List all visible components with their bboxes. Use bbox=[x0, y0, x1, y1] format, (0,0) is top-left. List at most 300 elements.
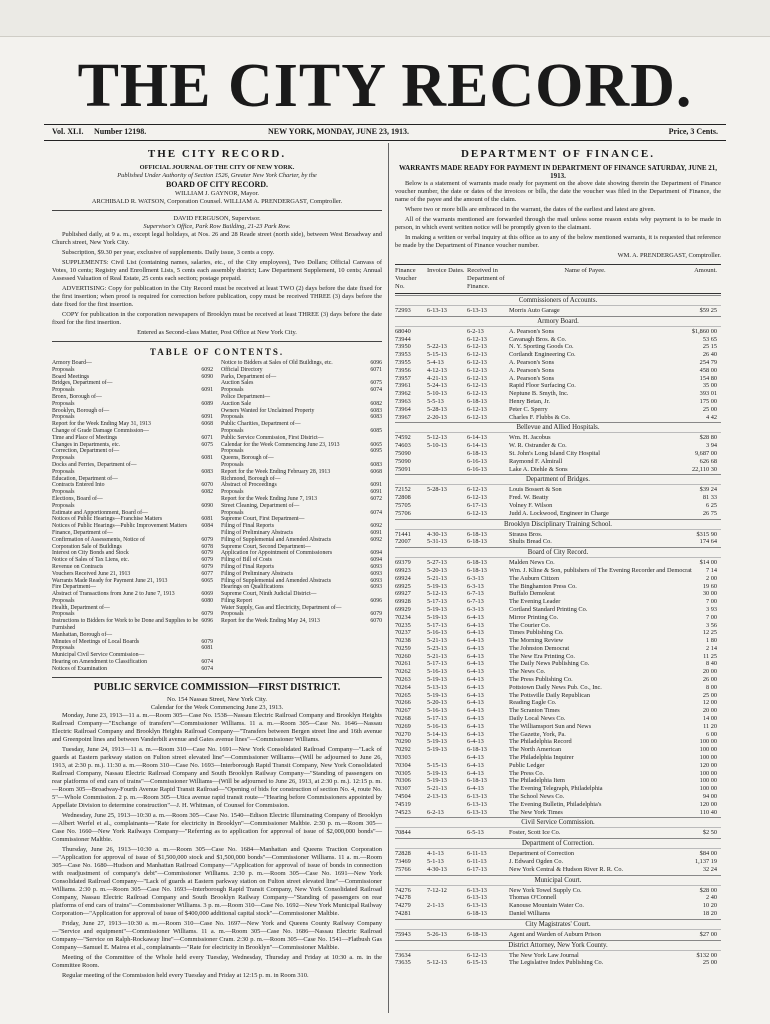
toc-entry-page: 6078 bbox=[201, 543, 213, 550]
toc-entry bbox=[52, 537, 213, 544]
table-cell: 6-4-13 bbox=[467, 621, 484, 629]
toc-entry-label: Proposals bbox=[52, 366, 75, 373]
table-cell: 6-13-13 bbox=[467, 307, 487, 314]
table-cell: 75706 bbox=[395, 509, 411, 517]
finance-paragraph: In making a written or verbal inquiry at this office as to any of the below mentioned warrants, it is requested that reference be made by the Department of Finance voucher number. bbox=[395, 234, 721, 249]
table-row bbox=[395, 866, 721, 874]
table-cell: 5-31-13 bbox=[427, 538, 447, 546]
table-cell: 73956 bbox=[395, 366, 411, 374]
toc-entry-label: Supreme Court, First Department— bbox=[221, 516, 305, 523]
table-cell: The Johnston Democrat bbox=[509, 644, 570, 652]
table-cell: 73962 bbox=[395, 390, 411, 398]
table-cell: 70292 bbox=[395, 746, 411, 754]
toc-entry bbox=[221, 421, 382, 428]
table-cell: 70234 bbox=[395, 613, 411, 621]
psc-calendar-body bbox=[52, 712, 382, 980]
toc-entry-label: Filing of Supplemental and Amended Abstracts bbox=[221, 536, 331, 543]
table-cell: 74278 bbox=[395, 894, 411, 902]
table-of-contents bbox=[52, 360, 382, 673]
table-cell: 5-17-13 bbox=[427, 621, 447, 629]
column-header: Finance Voucher No. bbox=[395, 267, 417, 290]
toc-entry bbox=[221, 401, 382, 408]
table-cell: 73957 bbox=[395, 374, 411, 382]
finance-paragraph: Below is a statement of warrants made ready for payment on the above date showing therein the Department of Finance voucher number, the date or dates of the invoices or bills, the date the voucher was filed in the Department of Finance, the name of the payee and the amount of the claim. bbox=[395, 180, 721, 203]
finance-heading: DEPARTMENT OF FINANCE. bbox=[460, 148, 656, 160]
table-cell: 5-20-13 bbox=[427, 699, 447, 707]
table-cell: 4-12-13 bbox=[427, 366, 447, 374]
table-cell: 2 40 bbox=[705, 894, 717, 902]
toc-entry-label: Proposals bbox=[52, 645, 75, 652]
toc-entry-label: Notice of Sales of Tax Liens, etc. bbox=[52, 557, 130, 564]
table-cell: 22,110 30 bbox=[692, 465, 717, 473]
table-cell: 5-10-13 bbox=[427, 390, 447, 398]
psc-paragraph: Monday, June 23, 1913—11 a. m.—Room 305—Case No. 1538—Nassau Electric Railroad Company and Brooklyn Heights Railroad Company—"Exchange of transfers"—Commissioner Williams. 11 a. m.—Room 305—Case No. 1646—Nassau Electric Railroad Company and Brooklyn Heights Railroad Company—"Transfers between Bergen street line and 16th avenue and Greenpoint lines and between Vanderbilt avenue and Gates avenue lines"—Commissioner Williams. bbox=[52, 711, 382, 743]
table-cell: 6-4-13 bbox=[467, 730, 484, 738]
toc-entry-page: 6081 bbox=[201, 645, 213, 652]
table-cell: 393 01 bbox=[699, 390, 717, 398]
toc-entry-label: Filing of Final Reports bbox=[221, 563, 274, 570]
table-cell: 5-10-13 bbox=[427, 442, 447, 450]
toc-entry-label: Vouchers Received June 21, 1913 bbox=[52, 570, 131, 577]
toc-entry-label: Bridges, Department of— bbox=[52, 380, 113, 387]
table-cell: Judd A. Lockwood, Engineer in Charge bbox=[509, 509, 609, 517]
table-cell: 70269 bbox=[395, 722, 411, 730]
table-row bbox=[395, 583, 721, 591]
table-row bbox=[395, 723, 721, 731]
table-cell: 73967 bbox=[395, 413, 411, 421]
table-cell: 74519 bbox=[395, 800, 411, 808]
table-cell: Rapid Floor Surfacing Co. bbox=[509, 382, 576, 390]
table-cell: 7 14 bbox=[705, 566, 717, 574]
table-row bbox=[395, 343, 721, 351]
finance-paragraph: All of the warrants mentioned are forwarded through the mail unless some reason exists why payment is to be made in person, in which event written notice will be promptly given to the claimant. bbox=[395, 216, 721, 231]
table-cell: $14 00 bbox=[699, 559, 717, 567]
toc-entry-label: Auction Sales bbox=[221, 380, 254, 387]
table-cell bbox=[427, 458, 467, 466]
table-cell: 73963 bbox=[395, 397, 411, 405]
table-cell: 72152 bbox=[395, 486, 411, 494]
table-cell: Cavanagh Bros. & Co. bbox=[509, 335, 567, 343]
toc-entry-page: 6079 bbox=[201, 536, 213, 543]
column-header: Invoice Dates. bbox=[427, 267, 465, 274]
table-cell: 6 00 bbox=[705, 730, 717, 738]
toc-entry-label: Proposals bbox=[52, 597, 75, 604]
column-header: Amount. bbox=[694, 267, 717, 274]
table-cell: Cortlandt Engineering Co. bbox=[509, 351, 576, 359]
city-record-heading: THE CITY RECORD. bbox=[147, 148, 287, 160]
table-cell: 5-12-13 bbox=[427, 590, 447, 598]
table-cell: The New Era Printing Co. bbox=[509, 652, 575, 660]
table-cell: 25 00 bbox=[702, 959, 717, 967]
psc-paragraph: Friday, June 27, 1913—10:30 a. m.—Room 310—Case No. 1697—New York and Queens County Railway Company—"Service and equipment"—Commissioner Williams. 11 a. m.—Room 305—Case No. 1686—Nassau Electric Railroad Company—"Service on Ralph-Rockaway line"—Commissioner Cram. 2:30 p. m.—Room 305—Case No. 1541—Flatbush Gas Company—Samuel E. Mairea et al., complainants—"Rate for electricity in Brooklyn"—Commissioner Maltbie. bbox=[52, 919, 382, 951]
toc-entry-page: 6082 bbox=[370, 400, 382, 407]
table-cell bbox=[427, 894, 467, 902]
table-cell: Wm. H. Jacobus bbox=[509, 434, 551, 442]
table-cell: 2-20-13 bbox=[427, 413, 447, 421]
table-cell: 7 00 bbox=[705, 598, 717, 606]
toc-entry-label: Filing Report bbox=[221, 597, 253, 604]
table-cell: Agent and Warden of Auburn Prison bbox=[509, 930, 601, 938]
toc-entry bbox=[221, 482, 382, 489]
toc-entry-label: Finance, Department of— bbox=[52, 529, 113, 536]
table-cell: 71441 bbox=[395, 530, 411, 538]
table-cell: Charles F. Flubbs & Co. bbox=[509, 413, 571, 421]
table-cell: 5-19-13 bbox=[427, 691, 447, 699]
table-row bbox=[395, 692, 721, 700]
section-heading: Civil Service Commission. bbox=[395, 817, 721, 828]
table-cell: 6-4-13 bbox=[467, 754, 484, 762]
table-row bbox=[395, 902, 721, 910]
table-cell: 70290 bbox=[395, 738, 411, 746]
toc-entry-label: Report for the Week Ending May 24, 1913 bbox=[221, 618, 320, 625]
warrants-subheading: WARRANTS MADE READY FOR PAYMENT IN DEPARTMENT OF FINANCE SATURDAY, JUNE 21, 1913. bbox=[398, 164, 718, 180]
toc-entry bbox=[52, 591, 213, 598]
table-cell: Wm. J. Kline & Son, publishers of The Evening Recorder and Democrat bbox=[509, 566, 692, 574]
toc-entry-label: Report for the Week Ending May 31, 1913 bbox=[52, 421, 151, 428]
table-row bbox=[395, 307, 721, 315]
table-cell: 6-14-13 bbox=[467, 434, 487, 442]
toc-entry-label: Supreme Court, Ninth Judicial District— bbox=[221, 591, 317, 598]
table-cell: 18 20 bbox=[702, 910, 717, 917]
table-row bbox=[395, 684, 721, 692]
table-cell: 110 40 bbox=[699, 808, 717, 816]
table-cell: 6-4-13 bbox=[467, 629, 484, 637]
section-heading: Bellevue and Allied Hospitals. bbox=[395, 422, 721, 433]
table-cell: 5-23-13 bbox=[427, 644, 447, 652]
table-cell: 25 00 bbox=[702, 405, 717, 413]
table-row bbox=[395, 406, 721, 414]
table-cell: Daniel Williams bbox=[509, 910, 551, 917]
table-cell: 75090 bbox=[395, 457, 411, 465]
table-cell: 6-5-13 bbox=[467, 829, 484, 837]
toc-entry bbox=[221, 510, 382, 517]
divider bbox=[52, 677, 382, 678]
table-row bbox=[395, 770, 721, 778]
table-cell: 6-4-13 bbox=[467, 785, 484, 793]
table-cell: 81 33 bbox=[702, 494, 717, 502]
table-cell: 154 80 bbox=[699, 374, 717, 382]
table-row bbox=[395, 606, 721, 614]
table-cell: 5-19-13 bbox=[427, 746, 447, 754]
table-cell: 74603 bbox=[395, 442, 411, 450]
table-cell: Cortland Standard Printing Co. bbox=[509, 605, 588, 613]
table-cell: The New York Times bbox=[509, 808, 563, 816]
table-cell: A. Pearson's Sons bbox=[509, 366, 555, 374]
table-cell: 6-13-13 bbox=[467, 800, 487, 808]
table-cell: 100 00 bbox=[699, 769, 717, 777]
toc-entry-page: 6068 bbox=[370, 468, 382, 475]
table-cell: Public Ledger bbox=[509, 761, 545, 769]
table-cell bbox=[427, 502, 467, 510]
table-cell bbox=[427, 754, 467, 762]
toc-entry-label: Notices of Public Hearings—Public Improvement Matters bbox=[52, 523, 188, 530]
table-row bbox=[395, 931, 721, 939]
table-cell: 1 80 bbox=[705, 637, 717, 645]
toc-entry bbox=[52, 408, 213, 415]
table-cell: 5-17-13 bbox=[427, 598, 447, 606]
table-cell: 6-4-13 bbox=[467, 637, 484, 645]
table-cell: The School News Co. bbox=[509, 793, 565, 801]
table-cell bbox=[427, 336, 467, 344]
toc-entry-page: 6093 bbox=[370, 577, 382, 584]
toc-entry-label: Filing of Preliminary Abstracts bbox=[221, 570, 293, 577]
psc-calendar-title: Calendar for the Week Commencing June 23, 1913. bbox=[150, 703, 284, 711]
table-row bbox=[395, 754, 721, 762]
table-cell: 5-16-13 bbox=[427, 707, 447, 715]
table-row bbox=[395, 559, 721, 567]
toc-entry-label: Supreme Court, Second Department— bbox=[221, 543, 311, 550]
table-cell: 25 15 bbox=[702, 343, 717, 351]
table-row bbox=[395, 668, 721, 676]
divider bbox=[52, 341, 382, 342]
toc-entry bbox=[221, 618, 382, 625]
table-cell: The Courier Co. bbox=[509, 621, 551, 629]
table-cell: 6-7-13 bbox=[467, 598, 484, 606]
toc-entry-page: 6091 bbox=[201, 387, 213, 394]
table-cell: 70238 bbox=[395, 637, 411, 645]
table-cell: 100 00 bbox=[699, 777, 717, 785]
psc-paragraph: Meeting of the Committee of the Whole held every Tuesday, Wednesday, Thursday and Friday at 10:30 a. m. in the Committee Room. bbox=[52, 953, 382, 969]
table-cell: 5-16-13 bbox=[427, 722, 447, 730]
table-row bbox=[395, 850, 721, 858]
table-cell: 20 00 bbox=[702, 707, 717, 715]
table-cell: 5-28-13 bbox=[427, 486, 447, 494]
toc-left-column bbox=[52, 360, 213, 673]
table-cell: 69925 bbox=[395, 582, 411, 590]
table-cell: Neptune B. Smyth, Inc. bbox=[509, 390, 569, 398]
toc-entry-label: Calendar for the Week Commencing June 23, 1913 bbox=[221, 441, 340, 448]
table-cell: 11 25 bbox=[703, 652, 717, 660]
table-cell: 69923 bbox=[395, 566, 411, 574]
table-cell: Reading Eagle Co. bbox=[509, 699, 557, 707]
date-label: NEW YORK, MONDAY, JUNE 23, 1913. bbox=[268, 127, 409, 136]
table-row bbox=[395, 622, 721, 630]
table-row bbox=[395, 486, 721, 494]
table-cell: 5-21-13 bbox=[427, 574, 447, 582]
toc-entry bbox=[52, 544, 213, 551]
table-cell: 75705 bbox=[395, 501, 411, 509]
toc-entry bbox=[221, 455, 382, 462]
toc-entry-label: Proposals bbox=[52, 489, 75, 496]
toc-entry-page: 6071 bbox=[201, 434, 213, 441]
toc-entry-label: Proposals bbox=[52, 502, 75, 509]
toc-entry-label: Auction Sale bbox=[221, 400, 252, 407]
toc-entry-label: Proposals bbox=[221, 509, 244, 516]
table-cell: New York Central & Hudson River R. R. Co. bbox=[509, 865, 624, 873]
table-cell: 4 42 bbox=[705, 413, 717, 421]
table-cell: Thomas O'Connell bbox=[509, 894, 557, 902]
subscription-paragraph: Subscription, $9.30 per year, exclusive of supplements. Daily issue, 3 cents a copy. bbox=[62, 249, 275, 256]
table-cell: 69924 bbox=[395, 574, 411, 582]
toc-entry bbox=[52, 632, 213, 639]
table-cell: 6-14-13 bbox=[467, 442, 487, 450]
table-cell: $132 00 bbox=[696, 951, 717, 959]
toc-entry bbox=[52, 496, 213, 503]
table-cell: Henry Betan, Jr. bbox=[509, 397, 550, 405]
table-cell: 72007 bbox=[395, 538, 411, 546]
table-cell: 174 64 bbox=[699, 538, 717, 546]
table-cell: 5-26-13 bbox=[427, 930, 447, 938]
table-row bbox=[395, 590, 721, 598]
toc-entry-page: 6075 bbox=[370, 380, 382, 387]
table-cell: 70259 bbox=[395, 644, 411, 652]
toc-entry bbox=[52, 489, 213, 496]
table-cell: 6-18-13 bbox=[467, 746, 487, 754]
table-cell: 72993 bbox=[395, 307, 411, 314]
table-cell bbox=[427, 494, 467, 502]
table-row bbox=[395, 829, 721, 837]
table-cell: 70844 bbox=[395, 829, 411, 837]
table-row bbox=[395, 645, 721, 653]
table-cell: 73964 bbox=[395, 405, 411, 413]
table-cell: 6-4-13 bbox=[467, 707, 484, 715]
table-cell: 5-19-13 bbox=[427, 769, 447, 777]
table-cell: 6-4-13 bbox=[467, 761, 484, 769]
table-cell: 6-12-13 bbox=[467, 390, 487, 398]
toc-entry bbox=[52, 455, 213, 462]
toc-entry-label: Correction, Department of— bbox=[52, 448, 120, 455]
table-cell: 5-21-13 bbox=[427, 785, 447, 793]
table-cell: 254 79 bbox=[699, 358, 717, 366]
psc-paragraph: Wednesday, June 25, 1913—10:30 a. m.—Room 305—Case No. 1540—Edison Electric Illuminating Company of Brooklyn—Albert Werfel et al., complainants—"Rate for electricity in Brooklyn"—Commissioner Maltbie. 2:30 p. m.—Room 305—Case No. 1660—New York Railways Company—"Referring as to application for approval of issue of $2,000,000 bonds"—Commissioner Maltbie. bbox=[52, 811, 382, 843]
table-cell: 6-13-13 bbox=[467, 902, 487, 910]
scan-top-margin bbox=[0, 0, 770, 37]
table-cell: Peter C. Sperry bbox=[509, 405, 548, 413]
table-cell: 6-12-13 bbox=[467, 358, 487, 366]
table-cell: 6-18-13 bbox=[467, 777, 487, 785]
table-cell: 6-3-13 bbox=[467, 582, 484, 590]
toc-entry-label: Municipal Civil Service Commission— bbox=[52, 652, 145, 659]
table-row bbox=[395, 858, 721, 866]
toc-entry bbox=[221, 564, 382, 571]
toc-entry-page: 6083 bbox=[370, 407, 382, 414]
table-row bbox=[395, 390, 721, 398]
toc-entry bbox=[52, 421, 213, 428]
toc-entry bbox=[221, 428, 382, 435]
toc-entry-label: Manhattan, Borough of— bbox=[52, 631, 113, 638]
column-header: Received in Department of Finance. bbox=[467, 267, 505, 290]
table-row bbox=[395, 398, 721, 406]
toc-entry bbox=[221, 571, 382, 578]
toc-entry-label: Abstract of Transactions from June 2 to June 7, 1913 bbox=[52, 591, 175, 598]
toc-entry-page: 6072 bbox=[370, 495, 382, 502]
table-row bbox=[395, 777, 721, 785]
toc-entry bbox=[52, 659, 213, 666]
table-cell: 73469 bbox=[395, 858, 411, 866]
section-heading: Department of Bridges. bbox=[395, 474, 721, 485]
toc-entry-label: Proposals bbox=[52, 400, 75, 407]
supplements-paragraph: SUPPLEMENTS: Civil List (containing names, salaries, etc., of the City employees), Two Dollars; Official Canvass of Votes, 10 cents; Registry and Enrollment Lists, 5 cents each assembly district; Law Department Supplement, 10 cents; Annual Assessed Valuation of Real Estate, 25 cents each section; postage prepaid. bbox=[52, 259, 382, 282]
table-cell: 70264 bbox=[395, 683, 411, 691]
table-cell: 5-16-13 bbox=[427, 668, 447, 676]
table-cell: 5-19-13 bbox=[427, 777, 447, 785]
table-cell: Times Publishing Co. bbox=[509, 629, 564, 637]
table-cell: 70235 bbox=[395, 621, 411, 629]
table-cell: 75090 bbox=[395, 449, 411, 457]
toc-entry-label: Contracts Entered Into bbox=[52, 482, 105, 489]
table-cell: 5-28-13 bbox=[427, 405, 447, 413]
table-cell: 5-16-13 bbox=[427, 629, 447, 637]
table-row bbox=[395, 614, 721, 622]
toc-entry bbox=[52, 401, 213, 408]
table-cell: 5-17-13 bbox=[427, 660, 447, 668]
table-row bbox=[395, 894, 721, 902]
toc-entry-label: Filing of Supplemental and Amended Abstracts bbox=[221, 577, 331, 584]
volume-label: Vol. XLI. bbox=[52, 127, 84, 136]
publication-paragraph: Published daily, at 9 a. m., except legal holidays, at Nos. 26 and 28 Reade street (north side), between West Broadway and Church street, New York City. bbox=[52, 231, 382, 246]
table-cell: 70267 bbox=[395, 707, 411, 715]
table-cell: The News Co. bbox=[509, 668, 546, 676]
table-cell: 8 00 bbox=[705, 683, 717, 691]
table-cell: 74504 bbox=[395, 793, 411, 801]
toc-entry-page: 6065 bbox=[201, 577, 213, 584]
table-row bbox=[395, 502, 721, 510]
table-cell: The Press Co. bbox=[509, 769, 545, 777]
section-heading: District Attorney, New York County. bbox=[395, 940, 721, 951]
masthead-rule-bottom bbox=[44, 140, 726, 141]
price-label: Price, 3 Cents. bbox=[668, 127, 718, 136]
toc-entry bbox=[52, 523, 213, 530]
toc-entry-label: Report for the Week Ending June 7, 1913 bbox=[221, 495, 318, 502]
table-row bbox=[395, 887, 721, 895]
toc-entry-page: 6074 bbox=[201, 665, 213, 672]
toc-entry-label: Richmond, Borough of— bbox=[221, 475, 281, 482]
toc-entry bbox=[52, 666, 213, 673]
table-cell: 5-4-13 bbox=[427, 358, 444, 366]
toc-entry-page: 6071 bbox=[370, 366, 382, 373]
table-cell: 74281 bbox=[395, 910, 411, 917]
toc-entry-page: 6094 bbox=[370, 550, 382, 557]
toc-entry-page: 6079 bbox=[201, 611, 213, 618]
toc-entry bbox=[52, 387, 213, 394]
table-cell: A. Pearson's Sons bbox=[509, 374, 555, 382]
table-cell: 14 00 bbox=[702, 715, 717, 723]
masthead-dateline bbox=[52, 127, 718, 139]
toc-entry-label: Proposals bbox=[52, 414, 75, 421]
toc-entry bbox=[52, 448, 213, 455]
table-cell: 2-13-13 bbox=[427, 793, 447, 801]
table-cell: The Morning Review bbox=[509, 637, 564, 645]
table-cell: 5-17-13 bbox=[427, 715, 447, 723]
table-row bbox=[395, 510, 721, 518]
toc-entry-page: 6083 bbox=[370, 414, 382, 421]
table-cell: $315 90 bbox=[696, 530, 717, 538]
toc-entry-page: 6092 bbox=[370, 536, 382, 543]
toc-entry bbox=[221, 557, 382, 564]
table-cell: $1,860 00 bbox=[691, 327, 717, 335]
table-cell: 6-2-13 bbox=[467, 327, 484, 335]
toc-entry bbox=[221, 469, 382, 476]
table-cell bbox=[427, 328, 467, 336]
toc-entry bbox=[221, 380, 382, 387]
table-cell: 6-3-13 bbox=[467, 605, 484, 613]
toc-entry-label: Filing of Bill of Costs bbox=[221, 557, 272, 564]
toc-entry-page: 6092 bbox=[201, 366, 213, 373]
table-cell: 75943 bbox=[395, 930, 411, 938]
toc-entry-label: Corporation Sale of Buildings bbox=[52, 543, 122, 550]
table-cell: 73944 bbox=[395, 335, 411, 343]
toc-entry-label: Water Supply, Gas and Electricity, Department of— bbox=[221, 604, 342, 611]
table-cell: 32 24 bbox=[702, 865, 717, 873]
toc-entry-label: Proposals bbox=[221, 489, 244, 496]
table-cell: The Pottsville Daily Republican bbox=[509, 691, 590, 699]
toc-entry-label: Proposals bbox=[52, 455, 75, 462]
toc-entry bbox=[221, 489, 382, 496]
toc-entry-page: 6079 bbox=[201, 563, 213, 570]
table-cell: 94 00 bbox=[702, 793, 717, 801]
entered-line: Entered as Second-class Matter, Post Office at New York City. bbox=[137, 329, 297, 336]
table-cell: The Legislative Index Publishing Co. bbox=[509, 959, 604, 967]
